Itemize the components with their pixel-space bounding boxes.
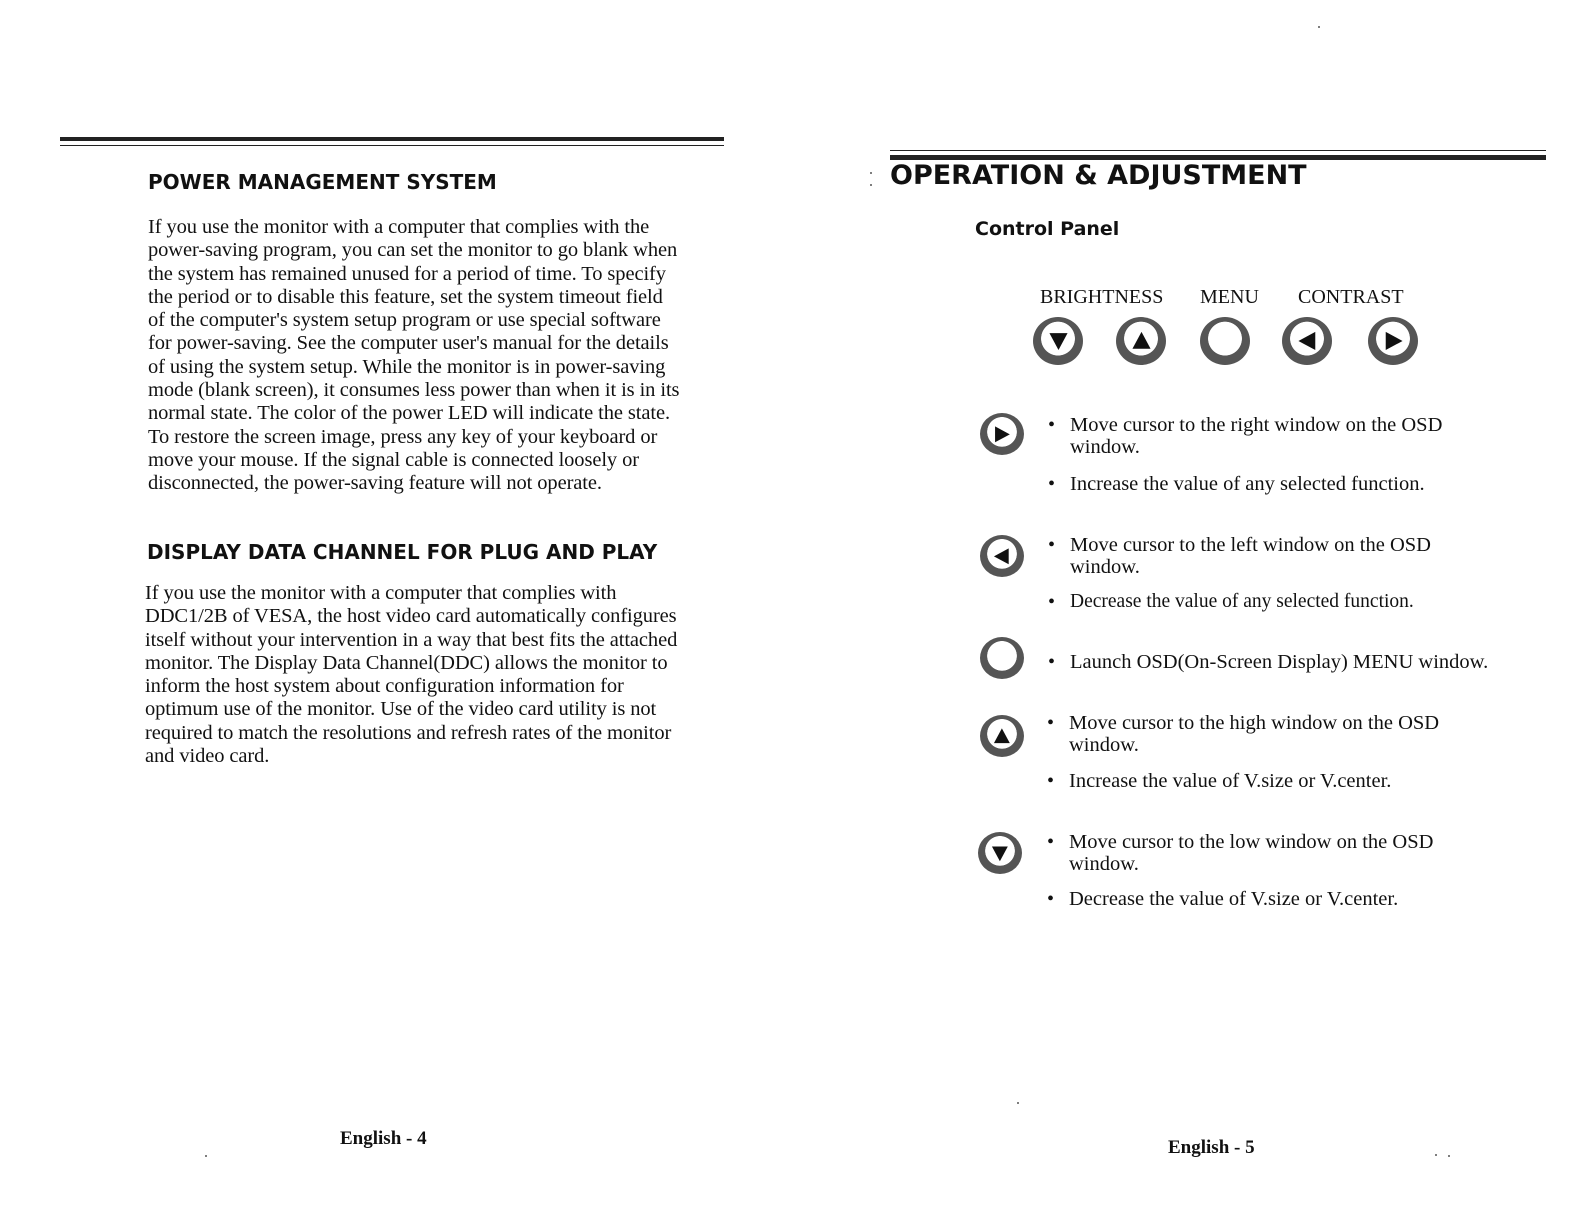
scan-speck: [870, 172, 872, 174]
scan-speck: [870, 184, 872, 186]
scan-speck: [1318, 26, 1320, 28]
right-top-rule-thin: [890, 150, 1546, 151]
desc-menu-icon-wrap: [980, 637, 1024, 679]
down-arrow-icon: [1045, 328, 1072, 354]
down-arrow-icon: [988, 842, 1012, 865]
desc-down-item-2: • Decrease the value of V.size or V.center.: [1047, 888, 1539, 910]
right-page-number: English - 5: [1168, 1137, 1255, 1158]
up-arrow-icon: [1128, 328, 1155, 354]
circle-button-icon: [990, 647, 1014, 670]
desc-up-item-1: • Move cursor to the high window on the OSD window.: [1047, 712, 1539, 756]
power-management-heading: POWER MANAGEMENT SYSTEM: [148, 170, 497, 194]
label-brightness: BRIGHTNESS: [1040, 286, 1164, 308]
ddc-body: If you use the monitor with a computer that complies with DDC1/2B of VESA, the host video card automatically configures itself without your intervention in a way that best fits the attached monitor. The Display Data Channel(DDC) allows the monitor to inform the host system about configuration information for optimum use of the monitor. Use of the video card utility is not required to match the resolutions and refresh rates of the monitor and video card.: [145, 582, 678, 768]
right-arrow-icon: [1380, 328, 1407, 354]
left-arrow-icon: [1294, 328, 1321, 354]
desc-right-arrow-icon-wrap: [980, 413, 1024, 455]
desc-left-item-1: • Move cursor to the left window on the OSD window.: [1048, 534, 1540, 578]
left-top-rule: [60, 137, 724, 141]
desc-left-item-2: • Decrease the value of any selected function.: [1048, 591, 1540, 613]
left-arrow-icon: [990, 545, 1014, 568]
desc-menu-item-1: • Launch OSD(On-Screen Display) MENU window.: [1048, 651, 1540, 673]
desc-up-arrow-icon-wrap: [980, 715, 1024, 757]
scan-speck: [205, 1155, 207, 1157]
desc-right-item-2: • Increase the value of any selected function.: [1048, 473, 1540, 495]
desc-down-arrow-icon-wrap: [978, 832, 1022, 874]
scan-speck: [1435, 1154, 1437, 1156]
ddc-heading: DISPLAY DATA CHANNEL FOR PLUG AND PLAY: [147, 540, 658, 564]
desc-up-item-2: • Increase the value of V.size or V.center.: [1047, 770, 1539, 792]
label-contrast: CONTRAST: [1298, 286, 1404, 308]
desc-left-arrow-icon-wrap: [980, 535, 1024, 577]
scan-speck: [1017, 1102, 1019, 1104]
desc-down-item-1: • Move cursor to the low window on the OSD window.: [1047, 831, 1539, 875]
right-arrow-button[interactable]: [1368, 317, 1418, 365]
label-menu: MENU: [1200, 286, 1259, 308]
right-arrow-icon: [990, 423, 1014, 446]
left-top-rule-thin: [60, 145, 724, 146]
down-arrow-button[interactable]: [1033, 317, 1083, 365]
power-management-body: If you use the monitor with a computer that complies with the power-saving program, you can set the monitor to go blank when the system has remained unused for a period of time. To specify the period or to disable this feature, set the system timeout field of the computer's system setup program or use special software for power-saving. See the computer user's manual for the details of using the system setup. While the monitor is in power-saving mode (blank screen), it consumes less power than when it is in its normal state. The color of the power LED will indicate the state. To restore the screen image, press any key of your keyboard or move your mouse. If the signal cable is connected loosely or disconnected, the power-saving feature will not operate.: [148, 216, 680, 495]
control-panel-subtitle: Control Panel: [975, 218, 1120, 240]
left-page-number: English - 4: [340, 1128, 427, 1149]
circle-button-icon: [1212, 328, 1239, 354]
desc-right-item-1: • Move cursor to the right window on the OSD window.: [1048, 414, 1540, 458]
up-arrow-button[interactable]: [1116, 317, 1166, 365]
left-arrow-button[interactable]: [1282, 317, 1332, 365]
scan-speck: [1448, 1155, 1450, 1157]
up-arrow-icon: [990, 725, 1014, 748]
menu-button[interactable]: [1200, 317, 1250, 365]
page-title: OPERATION & ADJUSTMENT: [890, 160, 1307, 191]
